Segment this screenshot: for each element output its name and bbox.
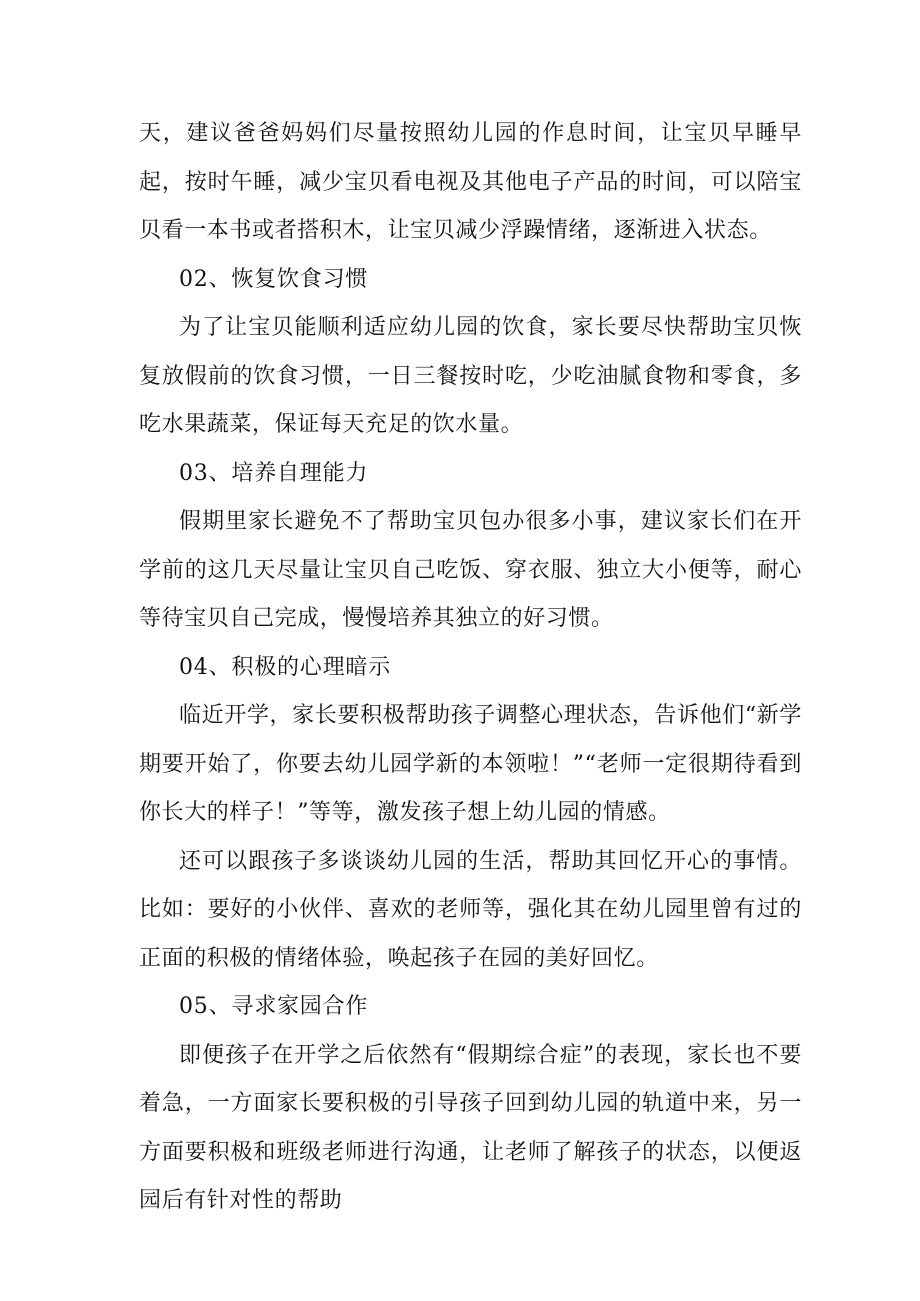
paragraph-memories: 还可以跟孩子多谈谈幼儿园的生活，帮助其回忆开心的事情。比如：要好的小伙伴、喜欢的老师等，强化其在幼儿园里曾有过的正面的积极的情绪体验，唤起孩子在园的美好回忆。: [139, 848, 802, 971]
section-heading-04: 04、积极的心理暗示: [179, 654, 391, 680]
paragraph-psychology: 临近开学，家长要积极帮助孩子调整心理状态，告诉他们“新学期要开始了，你要去幼儿园学新的本领啦！”“老师一定很期待看到你长大的样子！”等等，激发孩子想上幼儿园的情感。: [139, 703, 802, 825]
section-heading-03: 03、培养自理能力: [179, 460, 369, 486]
paragraph-diet: 为了让宝贝能顺利适应幼儿园的饮食，家长要尽快帮助宝贝恢复放假前的饮食习惯，一日三餐按时吃，少吃油腻食物和零食，多吃水果蔬菜，保证每天充足的饮水量。: [139, 315, 802, 437]
paragraph-self-care: 假期里家长避免不了帮助宝贝包办很多小事，建议家长们在开学前的这几天尽量让宝贝自己吃饭、穿衣服、独立大小便等，耐心等待宝贝自己完成，慢慢培养其独立的好习惯。: [139, 509, 802, 631]
paragraph-routine-continued: 天，建议爸爸妈妈们尽量按照幼儿园的作息时间，让宝贝早睡早起，按时午睡，减少宝贝看电视及其他电子产品的时间，可以陪宝贝看一本书或者搭积木，让宝贝减少浮躁情绪，逐渐进入状态。: [139, 121, 802, 243]
section-heading-05: 05、寻求家园合作: [179, 994, 369, 1019]
paragraph-cooperation: 即便孩子在开学之后依然有“假期综合症”的表现，家长也不要着急，一方面家长要积极的引导孩子回到幼儿园的轨道中来，另一方面要积极和班级老师进行沟通，让老师了解孩子的状态，以便返园后有针对性的帮助: [139, 1042, 802, 1213]
section-heading-02: 02、恢复饮食习惯: [179, 266, 369, 292]
